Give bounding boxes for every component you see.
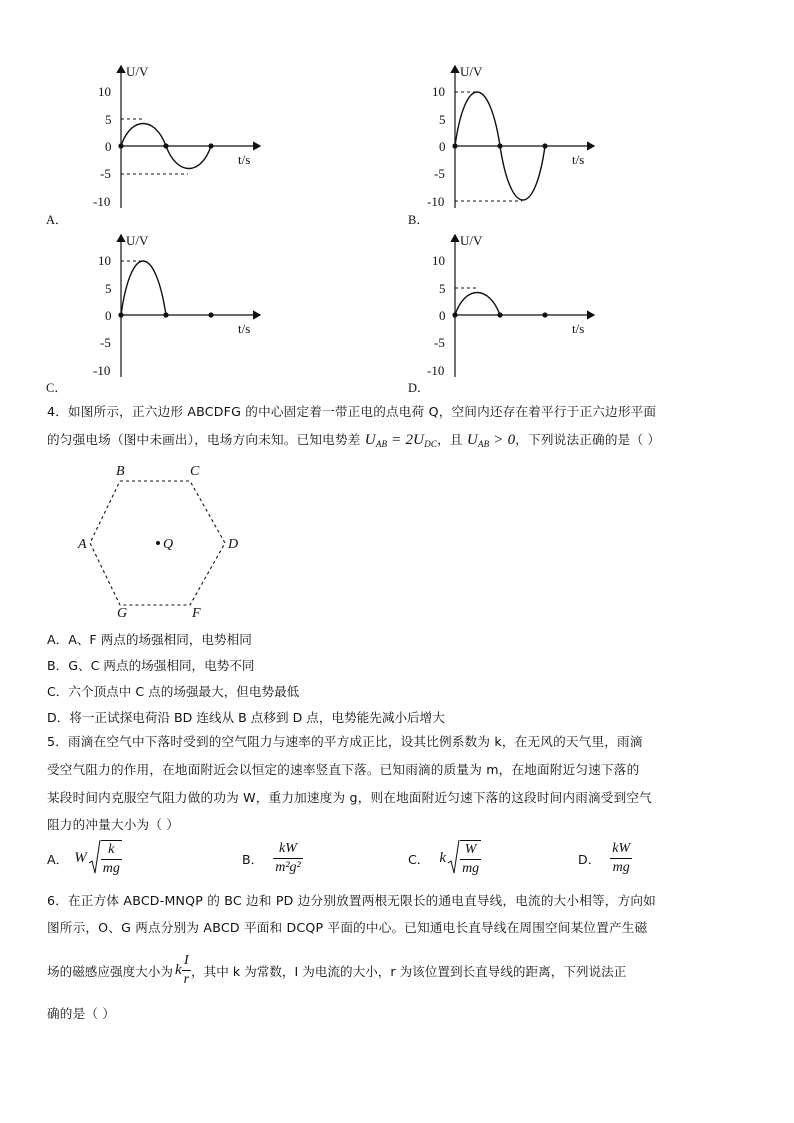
tick-0: 0 bbox=[105, 308, 112, 323]
tick-neg10: -10 bbox=[93, 194, 111, 209]
q5-option-d: D． $\frac{kW}{mg}$ bbox=[578, 840, 631, 875]
ylabel: U/V bbox=[126, 64, 149, 79]
ylabel: U/V bbox=[460, 64, 483, 79]
tick-0: 0 bbox=[439, 139, 446, 154]
charge-q bbox=[156, 541, 160, 545]
tick-neg5: -5 bbox=[434, 335, 445, 350]
tick-neg10: -10 bbox=[427, 194, 445, 209]
label-c: C bbox=[190, 464, 200, 479]
tick-neg5: -5 bbox=[100, 166, 111, 181]
tick-neg5: -5 bbox=[434, 166, 445, 181]
label-b: B bbox=[116, 464, 125, 479]
tick-neg5: -5 bbox=[100, 335, 111, 350]
q5-line2: 受空气阻力的作用，在地面附近会以恒定的速率竖直下落。已知雨滴的质量为 m，在地面附近匀速下落的 bbox=[47, 762, 640, 777]
xlabel: t/s bbox=[238, 152, 251, 167]
graph-letter-d: D． bbox=[408, 381, 430, 395]
tick-10: 10 bbox=[98, 253, 111, 268]
label-q: Q bbox=[163, 537, 174, 552]
q4-line1: 4．如图所示，正六边形 ABCDFG 的中心固定着一带正电的点电荷 Q，空间内还存在着平行于正六边形平面 bbox=[47, 404, 657, 419]
graph-option-b bbox=[422, 58, 602, 223]
tick-10: 10 bbox=[432, 84, 445, 99]
q6-line4: 确的是（ ） bbox=[47, 1006, 116, 1021]
q4-option-a: A．A、F 两点的场强相同，电势相同 bbox=[47, 632, 252, 647]
q5-option-a: A． W $\frac{k}{mg}$ bbox=[47, 841, 120, 876]
tick-neg10: -10 bbox=[427, 363, 445, 378]
q6-line3: 场的磁感应强度大小为 k $\frac{I}{r}$ ，其中 k 为常数，I 为电流的大小，r 为该位置到长直导线的距离，下列说法正 bbox=[47, 952, 627, 987]
q6-line2: 图所示，O、G 两点分别为 ABCD 平面和 DCQP 平面的中心。已知通电长直导线在周围空间某位置产生磁 bbox=[47, 920, 648, 935]
label-a: A bbox=[78, 537, 87, 552]
q5-option-c: C． k $\frac{W}{mg}$ bbox=[408, 841, 480, 876]
xlabel: t/s bbox=[238, 321, 251, 336]
tick-neg10: -10 bbox=[93, 363, 111, 378]
q6-line1: 6．在正方体 ABCD-MNQP 的 BC 边和 PD 边分别放置两根无限长的通电直导线，电流的大小相等，方向如 bbox=[47, 893, 656, 908]
label-f: F bbox=[192, 606, 201, 618]
q4-equation: $U_{AB} = 2U_{DC}$ bbox=[364, 432, 438, 449]
tick-10: 10 bbox=[98, 84, 111, 99]
tick-5: 5 bbox=[105, 281, 112, 296]
tick-10: 10 bbox=[432, 253, 445, 268]
label-g: G bbox=[117, 606, 128, 618]
q4-condition: $U_{AB} > 0$ bbox=[466, 432, 516, 449]
tick-0: 0 bbox=[105, 139, 112, 154]
graph-option-a bbox=[88, 58, 268, 223]
tick-5: 5 bbox=[439, 112, 446, 127]
tick-0: 0 bbox=[439, 308, 446, 323]
graph-letter-c: C． bbox=[46, 381, 67, 395]
q5-line3: 某段时间内克服空气阻力做的功为 W，重力加速度为 g，则在地面附近匀速下落的这段时间内雨滴受到空气 bbox=[47, 790, 652, 805]
tick-5: 5 bbox=[105, 112, 112, 127]
hexagon-figure bbox=[70, 463, 250, 618]
xlabel: t/s bbox=[572, 321, 585, 336]
q5-line1: 5．雨滴在空气中下落时受到的空气阻力与速率的平方成正比，设其比例系数为 k，在无风的天气里，雨滴 bbox=[47, 734, 643, 749]
graph-letter-a: A． bbox=[46, 213, 68, 227]
ylabel: U/V bbox=[460, 233, 483, 248]
graph-option-d bbox=[422, 227, 602, 392]
q4-option-c: C．六个顶点中 C 点的场强最大，但电势最低 bbox=[47, 684, 300, 699]
graph-letter-b: B． bbox=[408, 213, 429, 227]
q4-line2: 的匀强电场（图中未画出），电场方向未知。已知电势差 $U_{AB} = 2U_{DC}$，且 $U_{AB} > 0$，下列说法正确的是（ ） bbox=[47, 432, 661, 449]
q4-option-b: B．G、C 两点的场强相同，电势不同 bbox=[47, 658, 255, 673]
graph-option-c bbox=[88, 227, 268, 392]
q5-option-b: B． $\frac{kW}{\text{m²g²}}$ bbox=[242, 840, 301, 875]
ylabel: U/V bbox=[126, 233, 149, 248]
xlabel: t/s bbox=[572, 152, 585, 167]
q5-line4: 阻力的冲量大小为（ ） bbox=[47, 817, 180, 832]
label-d: D bbox=[228, 537, 239, 552]
q4-option-d: D．将一正试探电荷沿 BD 连线从 B 点移到 D 点，电势能先减小后增大 bbox=[47, 710, 445, 725]
tick-5: 5 bbox=[439, 281, 446, 296]
